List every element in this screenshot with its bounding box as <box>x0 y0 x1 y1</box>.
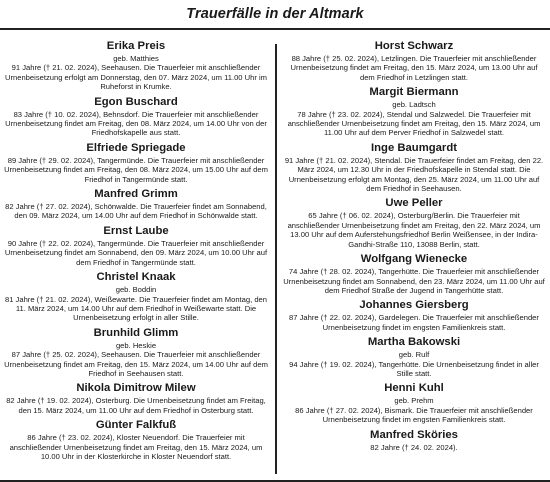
deceased-name: Manfred Grimm <box>94 188 178 201</box>
obituary-entry <box>283 336 545 378</box>
obituary-text: 94 Jahre († 19. 02. 2024), Tangerhütte. Die Urnenbeisetzung findet in aller Stille statt. <box>289 359 539 378</box>
deceased-name: Christel Knaak <box>96 271 176 284</box>
obituary-entry <box>4 188 268 221</box>
deceased-name: Henni Kuhl <box>384 382 444 395</box>
obituary-text: 81 Jahre († 21. 02. 2024), Weißewarte. Die Trauerfeier findet am Montag, den 11. März 2024, um 14.00 Uhr auf dem Friedhof in Weißewarte statt. Die Urnenbeisetzung erfolgt in aller Stille. <box>5 294 267 323</box>
obituary-text: 90 Jahre († 22. 02. 2024), Tangermünde. Die Trauerfeier mit anschließender Urnenbeisetzung findet am Sonnabend, den 09. März 2024, um 10.00 Uhr auf dem Friedhof in Tangermünde statt. <box>4 238 268 267</box>
obituary-text: 78 Jahre († 23. 02. 2024), Stendal und Salzwedel. Die Trauerfeier mit anschließender Urnenbeisetzung findet am Freitag, den 15. März 2024, um 11.00 Uhr auf dem Perver Friedhof in Salzwedel statt. <box>287 109 541 138</box>
deceased-name: Johannes Giersberg <box>359 299 469 312</box>
column-divider <box>275 44 277 474</box>
deceased-name: Günter Falkfuß <box>95 419 177 432</box>
maiden-name: geb. Heskie <box>115 340 157 350</box>
obituary-entry <box>4 419 268 461</box>
maiden-name: geb. Ladtsch <box>392 100 436 110</box>
obituary-text: 82 Jahre († 24. 02. 2024). <box>370 442 458 452</box>
obituary-entry <box>4 225 268 267</box>
maiden-name: geb. Rulf <box>398 350 430 360</box>
left-column <box>4 40 268 465</box>
obituary-text: 88 Jahre († 25. 02. 2024), Letzlingen. Die Trauerfeier mit anschließender Urnenbeisetzung findet am Freitag, den 15. März 2024, um 13.00 Uhr auf dem Friedhof in Letzlingen statt. <box>290 54 538 82</box>
obituary-entry <box>4 40 268 92</box>
deceased-name: Elfriede Spriegade <box>86 141 186 154</box>
obituary-entry <box>283 40 545 82</box>
deceased-name: Nikola Dimitrow Milew <box>76 382 196 395</box>
obituary-entry <box>4 142 268 184</box>
obituary-entry <box>283 429 545 452</box>
obituary-text: 82 Jahre († 19. 02. 2024), Osterburg. Die Urnenbeisetzung findet am Freitag, den 15. März 2024, um 11.00 Uhr auf dem Friedhof in Osterburg statt. <box>6 396 266 415</box>
obituary-text: 86 Jahre († 27. 02. 2024), Bismark. Die Trauerfeier mit anschließender Urnenbeisetzung findet im engsten Familienkreis statt. <box>295 405 533 425</box>
deceased-name: Manfred Sköries <box>370 428 458 441</box>
deceased-name: Brunhild Glimm <box>93 326 179 339</box>
obituary-text: 87 Jahre († 25. 02. 2024), Seehausen. Die Trauerfeier mit anschließender Urnenbeisetzung findet am Freitag, den 15. März 2024, um 14.00 Uhr auf dem Friedhof in Seehausen statt. <box>4 350 268 378</box>
deceased-name: Martha Bakowski <box>367 336 461 349</box>
obituary-entry <box>283 382 545 424</box>
deceased-name: Erika Preis <box>106 40 166 52</box>
deceased-name: Ernst Laube <box>103 224 169 237</box>
obituary-text: 91 Jahre († 21. 02. 2024), Seehausen. Die Trauerfeier mit anschließender Urnenbeisetzung erfolgt am Donnerstag, den 07. März 2024, um 11.00 Uhr im Ruheforst in Krumke. <box>5 63 267 92</box>
obituary-text: 82 Jahre († 27. 02. 2024), Schönwalde. Die Trauerfeier findet am Sonnabend, den 09. März 2024, um 14.00 Uhr auf dem Friedhof in Schönwalde statt. <box>5 202 267 221</box>
deceased-name: Uwe Peller <box>385 197 443 210</box>
deceased-name: Egon Buschard <box>94 95 178 108</box>
obituary-entry <box>4 382 268 415</box>
obituary-entry <box>283 299 545 332</box>
obituary-text: 89 Jahre († 29. 02. 2024), Tangermünde. Die Trauerfeier mit anschließender Urnenbeisetzung findet am Freitag, den 08. März 2024, um 15.00 Uhr auf dem Friedhof in Tangermünde statt. <box>4 155 268 184</box>
obituary-text: 87 Jahre († 22. 02. 2024), Gardelegen. Die Trauerfeier mit anschließender Urnenbeisetzung findet im engsten Familienkreis statt. <box>289 313 539 332</box>
obituary-text: 86 Jahre († 23. 02. 2024), Kloster Neuendorf. Die Trauerfeier mit anschließender Urnenbeisetzung findet am Freitag, den 15. März 2024, um 10.00 Uhr in der Klosterkirche in Kloster Neuendorf statt. <box>9 433 263 461</box>
right-column <box>283 40 545 456</box>
obituary-text: 65 Jahre († 06. 02. 2024), Osterburg/Berlin. Die Trauerfeier mit anschließender Urnenbeisetzung findet am Freitag, den 22. März 2024, um 13.00 Uhr auf dem Auferstehungsfriedhof Berlin Weißensee, in der Indira-Gandhi-Straße 110, 13088 Berlin, statt. <box>287 211 541 249</box>
obituary-entry <box>4 96 268 138</box>
deceased-name: Horst Schwarz <box>374 40 454 52</box>
obituary-entry <box>283 197 545 249</box>
obituary-text: 74 Jahre († 28. 02. 2024), Tangerhütte. Die Trauerfeier mit anschließender Urnenbeisetzung findet am Sonnabend, den 23. März 2024, um 11.00 Uhr auf dem Friedhof Straße der Jugend in Tangerhütte statt. <box>283 267 545 295</box>
deceased-name: Margit Biermann <box>369 86 459 99</box>
obituary-entry <box>283 142 545 194</box>
obituary-text: 91 Jahre († 21. 02. 2024), Stendal. Die Trauerfeier findet am Freitag, den 22. März 2024, um 12.30 Uhr in der Friedhofskapelle in Stendal statt. Die Urnenbeisetzung erfolgt am Montag, den 25. März 2024, um 11.00 Uhr auf dem Friedhof in Seehausen. <box>284 155 544 194</box>
deceased-name: Wolfgang Wienecke <box>360 253 468 266</box>
obituary-entry <box>283 86 545 138</box>
deceased-name: Inge Baumgardt <box>371 141 457 154</box>
maiden-name: geb. Prehm <box>394 396 434 406</box>
maiden-name: geb. Boddin <box>115 285 157 295</box>
obituary-entry <box>283 253 545 295</box>
obituary-text: 83 Jahre († 10. 02. 2024), Behnsdorf. Die Trauerfeier mit anschließender Urnenbeisetzung findet am Freitag, den 08. März 2024, um 14.00 Uhr von der Friedhofskapelle aus statt. <box>5 109 267 138</box>
maiden-name: geb. Matthies <box>113 54 159 63</box>
header-bar <box>0 0 550 30</box>
obituary-entry <box>4 271 268 323</box>
obituary-entry <box>4 327 268 379</box>
page-title: Trauerfälle in der Altmark <box>186 6 364 22</box>
